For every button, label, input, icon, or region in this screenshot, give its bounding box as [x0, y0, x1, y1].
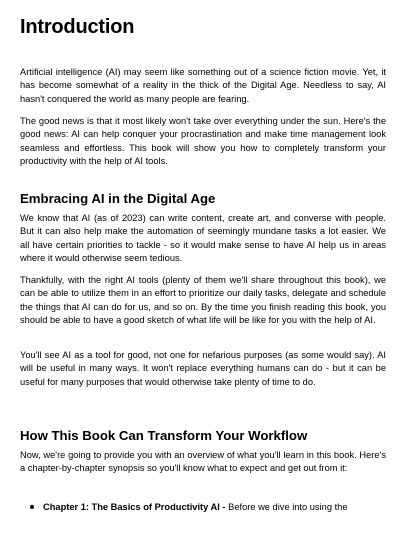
chapter-description: Before we dive into using the — [225, 502, 348, 512]
section1-paragraph-3: You'll see AI as a tool for good, not one for nefarious purposes (as some would say). AI will be useful in many ways. It won't replace everything humans can do - but it can be useful for many purposes that would otherwise take plenty of time to do. — [20, 350, 386, 387]
intro-paragraph-1: Artificial intelligence (AI) may seem like something out of a science fiction movie. Yet, it has become somewhat of a reality in the thick of the Digital Age. Needless to say, AI hasn't conquered the world as many people are fearing. — [20, 67, 386, 104]
page-title: Introduction — [20, 16, 135, 38]
chapter-list-item — [30, 501, 390, 514]
section2-paragraph-1: Now, we're going to provide you with an overview of what you'll learn in this book. Here's a chapter-by-chapter synopsis so you'll know what to expect and get out from it: — [20, 450, 386, 474]
section1-paragraph-2: Thankfully, with the right AI tools (plenty of them we'll share throughout this book), we can be able to utilize them in an effort to prioritize our daily tasks, delegate and schedule the things that AI can do for us, and so on. By the time you finish reading this book, you should be able to have a good sketch of what life will be like for you with the help of AI. — [20, 275, 386, 325]
bullet-icon — [30, 505, 34, 509]
section-heading-transform-workflow: How This Book Can Transform Your Workflow — [20, 428, 308, 443]
section1-paragraph-1: We know that AI (as of 2023) can write content, create art, and converse with people. But it can also help make the automation of seemingly mundane tasks a lot easier. We all have certain priorities to tackle - so it would make sense to have AI help us in areas where it would otherwise seem tedious. — [20, 213, 386, 263]
intro-paragraph-2: The good news is that it most likely won't take over everything under the sun. Here's the good news: AI can help conquer your procrastination and make time management look seamless and effortless. This book will show you how to completely transform your productivity with the help of AI tools. — [20, 116, 386, 166]
chapter-title: Chapter 1: The Basics of Productivity AI - — [43, 502, 226, 512]
section-heading-embracing-ai: Embracing AI in the Digital Age — [20, 191, 216, 206]
